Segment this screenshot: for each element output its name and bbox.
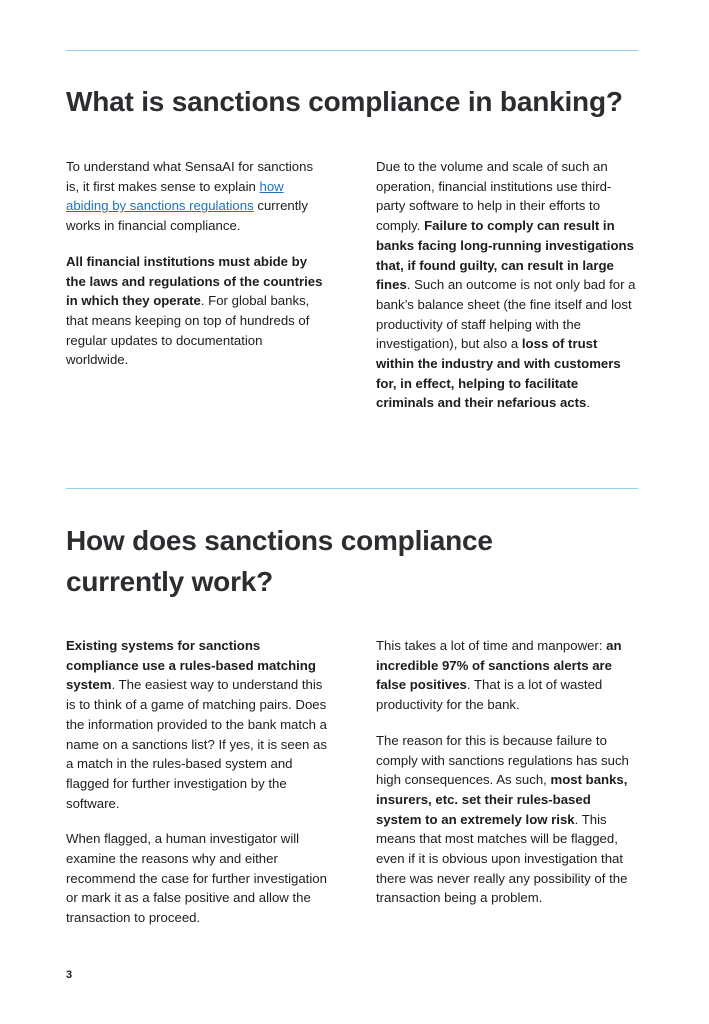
text-span: . That is a lot of wasted productivity for the bank.	[376, 677, 603, 713]
text-span: . Such an outcome is not only bad for a bank’s balance sheet (the fine itself and lost productivity of staff helping with the investigation), but also a	[376, 277, 636, 352]
section2-right-paragraph-2	[376, 731, 638, 908]
bold-span: an incredible 97% of sanctions alerts are false positives	[376, 638, 622, 693]
top-divider	[66, 50, 638, 51]
bold-span: Existing systems for sanctions compliance use a rules-based matching system	[66, 638, 316, 693]
text-span: This takes a lot of time and manpower:	[376, 638, 607, 653]
bold-span: All financial institutions must abide by the laws and regulations of the countries in which they operate	[66, 253, 323, 309]
text-span: To understand what SensaAI for sanctions is, it first makes sense to explain	[66, 159, 314, 194]
section1-left-paragraph-2	[66, 252, 328, 370]
text-span: . This means that most matches will be flagged, even if it is obvious upon investigation that there was never really any possibility of the transaction being a problem.	[376, 811, 628, 906]
section2-left-column	[66, 636, 328, 944]
section2-right-column	[376, 636, 638, 924]
page-number: 3	[66, 969, 73, 981]
text-span: . For global banks, that means keeping on top of hundreds of regular updates to documentation worldwide.	[66, 293, 310, 368]
section1-heading: What is sanctions compliance in banking?	[66, 86, 623, 117]
text-span: Due to the volume and scale of such an operation, financial institutions use third-party software to help in their efforts to comply.	[376, 159, 612, 234]
bold-span: loss of trust within the industry and with customers for, in effect, helping to facilitate criminals and their nefarious acts	[376, 336, 621, 411]
section1-right-paragraph-1	[376, 157, 638, 413]
text-span: . The easiest way to understand this is to think of a game of matching pairs. Does the information provided to the bank match a name on a sanctions list? If yes, it is seen as a match in the rules-based system and flagged for further investigation by the software.	[66, 677, 327, 811]
text-span: When flagged, a human investigator will examine the reasons why and either recommend the case for further investigation or mark it as a false positive and allow the transaction to proceed.	[66, 831, 327, 926]
section2-left-paragraph-2	[66, 829, 328, 928]
section1-right-column	[376, 157, 638, 429]
section2-right-paragraph-1	[376, 636, 638, 715]
middle-divider	[66, 488, 638, 489]
bold-span: Failure to comply can result in banks facing long-running investigations that, if found guilty, can result in large fines	[376, 218, 634, 293]
bold-span: most banks, insurers, etc. set their rules-based system to an extremely low risk	[376, 772, 628, 827]
text-span: .	[586, 395, 591, 411]
section1-left-column	[66, 157, 328, 386]
section2-heading-line-1: How does sanctions compliance	[66, 525, 493, 556]
section2-heading	[66, 520, 493, 602]
section2-heading-line-2: currently work?	[66, 566, 274, 597]
section1-left-paragraph-1	[66, 157, 328, 236]
text-span: The reason for this is because failure to comply with sanctions regulations has such high consequences. As such,	[376, 732, 629, 788]
section2-left-paragraph-1	[66, 636, 328, 813]
sanctions-regulations-link[interactable]: how abiding by sanctions regulations	[66, 178, 284, 214]
text-span: currently works in financial compliance.	[66, 198, 308, 234]
